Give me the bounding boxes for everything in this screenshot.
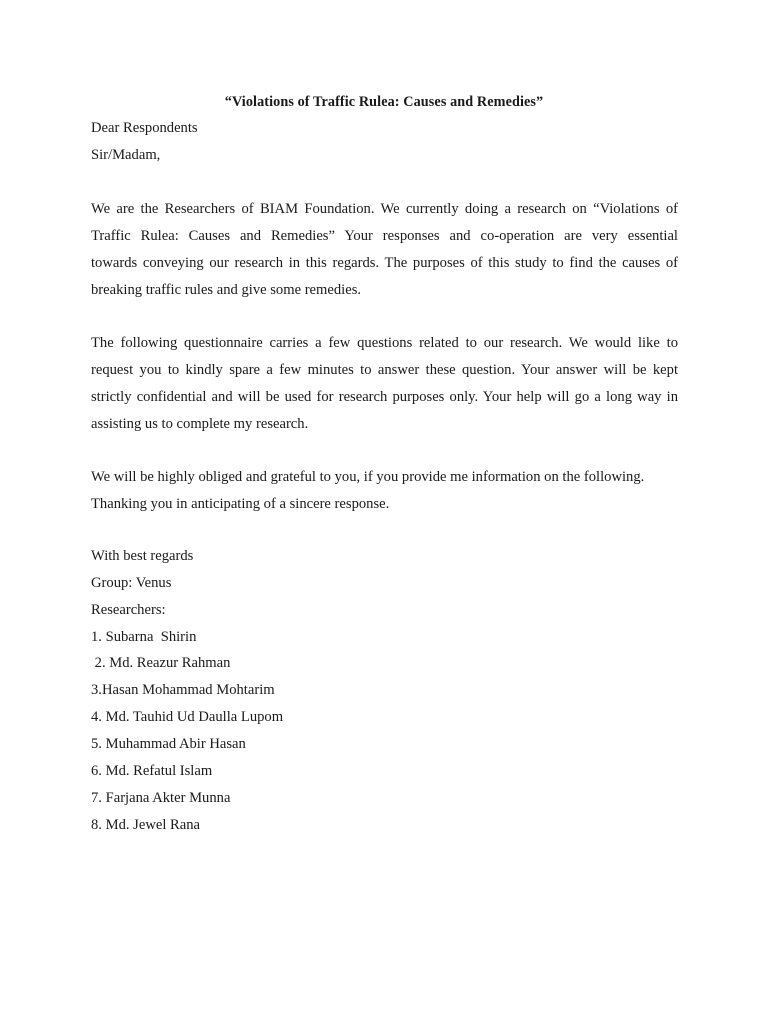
- researcher-item: 5. Muhammad Abir Hasan: [91, 736, 246, 752]
- paragraph-line: breaking traffic rules and give some remedies.: [91, 282, 362, 298]
- paragraph-questionnaire: [91, 330, 678, 438]
- researcher-item: 2. Md. Reazur Rahman: [91, 655, 231, 671]
- paragraph-line: towards conveying our research in this regards. The purposes of this study to find the causes of: [91, 255, 678, 271]
- researcher-item: 6. Md. Refatul Islam: [91, 763, 213, 779]
- closing-regards: With best regards: [91, 548, 194, 564]
- paragraph-introduction: [91, 196, 678, 304]
- paragraph-line: assisting us to complete my research.: [91, 416, 309, 432]
- researcher-item: 7. Farjana Akter Munna: [91, 790, 231, 806]
- researcher-item: 4. Md. Tauhid Ud Daulla Lupom: [91, 709, 284, 725]
- researcher-item: 1. Subarna Shirin: [91, 629, 197, 645]
- salutation-recipient: Dear Respondents: [91, 120, 198, 136]
- paragraph-line: request you to kindly spare a few minutes to answer these question. Your answer will be kept: [91, 362, 678, 378]
- paragraph-gratitude: [91, 464, 678, 518]
- paragraph-line: We will be highly obliged and grateful to you, if you provide me information on the following.: [91, 469, 645, 485]
- paragraph-line: Traffic Rulea: Causes and Remedies” Your responses and co-operation are very essential: [91, 228, 678, 244]
- paragraph-line: strictly confidential and will be used for research purposes only. Your help will go a long way in: [91, 389, 678, 405]
- document-title: “Violations of Traffic Rulea: Causes and Remedies”: [224, 94, 544, 110]
- paragraph-line: We are the Researchers of BIAM Foundation. We currently doing a research on “Violations of: [91, 201, 678, 217]
- paragraph-line: Thanking you in anticipating of a sincere response.: [91, 496, 390, 512]
- researcher-item: 3.Hasan Mohammad Mohtarim: [91, 682, 275, 698]
- paragraph-line: The following questionnaire carries a few questions related to our research. We would like to: [91, 335, 678, 351]
- researchers-heading: Researchers:: [91, 602, 166, 618]
- group-name: Group: Venus: [91, 575, 172, 591]
- salutation-sir-madam: Sir/Madam,: [91, 147, 161, 163]
- researcher-item: 8. Md. Jewel Rana: [91, 817, 201, 833]
